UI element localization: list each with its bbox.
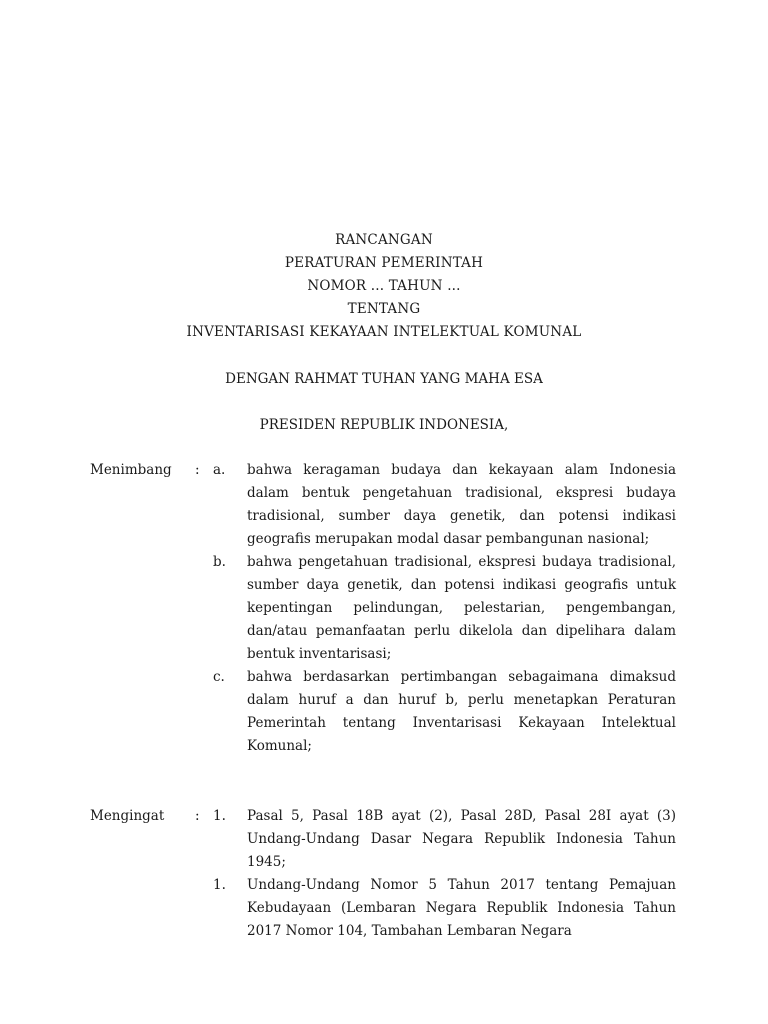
list-item-1 — [0, 805, 768, 874]
item-text: Pasal 5, Pasal 18B ayat (2), Pasal 28D, Pasal 28I ayat (3) Undang-Undang Dasar Negara Republik Indonesia Tahun 1945; — [247, 808, 676, 870]
item-marker: 1. — [213, 877, 226, 893]
regulation-number: NOMOR ... TAHUN ... — [307, 278, 461, 294]
list-item-a — [0, 459, 768, 551]
item-text: bahwa berdasarkan pertimbangan sebagaimana dimaksud dalam huruf a dan huruf b, perlu menetapkan Peraturan Pemerintah tentang Inventarisasi Kekayaan Intelektual Komunal; — [247, 669, 676, 754]
mengingat-section — [0, 805, 768, 943]
list-item-c — [0, 666, 768, 758]
item-text: bahwa keragaman budaya dan kekayaan alam Indonesia dalam bentuk pengetahuan tradisional, ekspresi budaya tradisional, sumber daya genetik, dan potensi indikasi geografis merupakan modal dasar pembangunan nasional; — [247, 462, 676, 547]
section-label-menimbang: Menimbang — [90, 462, 172, 478]
issuer-line: PRESIDEN REPUBLIK INDONESIA, — [259, 417, 509, 433]
regulation-subject: INVENTARISASI KEKAYAAN INTELEKTUAL KOMUNAL — [186, 324, 582, 340]
draft-label: RANCANGAN — [335, 232, 433, 248]
item-text: bahwa pengetahuan tradisional, ekspresi budaya tradisional, sumber daya genetik, dan potensi indikasi geografis untuk kepentingan pelindungan, pelestarian, pengembangan, dan/atau pemanfaatan perlu dikelola dan dipelihara dalam bentuk inventarisasi; — [247, 554, 676, 662]
list-item-2 — [0, 874, 768, 943]
invocation-line: DENGAN RAHMAT TUHAN YANG MAHA ESA — [225, 371, 543, 387]
section-label-mengingat: Mengingat — [90, 808, 165, 824]
item-marker: b. — [213, 554, 226, 570]
section-colon: : — [195, 808, 200, 824]
regulation-type: PERATURAN PEMERINTAH — [284, 255, 484, 271]
document-title-block — [0, 229, 768, 344]
item-text: Undang-Undang Nomor 5 Tahun 2017 tentang Pemajuan Kebudayaan (Lembaran Negara Republik Indonesia Tahun 2017 Nomor 104, Tambahan Lembaran Negara — [247, 877, 676, 939]
section-colon: : — [195, 462, 200, 478]
about-label: TENTANG — [347, 301, 421, 317]
item-marker: 1. — [213, 808, 226, 824]
item-marker: a. — [213, 462, 226, 478]
menimbang-section — [0, 459, 768, 758]
list-item-b — [0, 551, 768, 666]
item-marker: c. — [213, 669, 225, 685]
